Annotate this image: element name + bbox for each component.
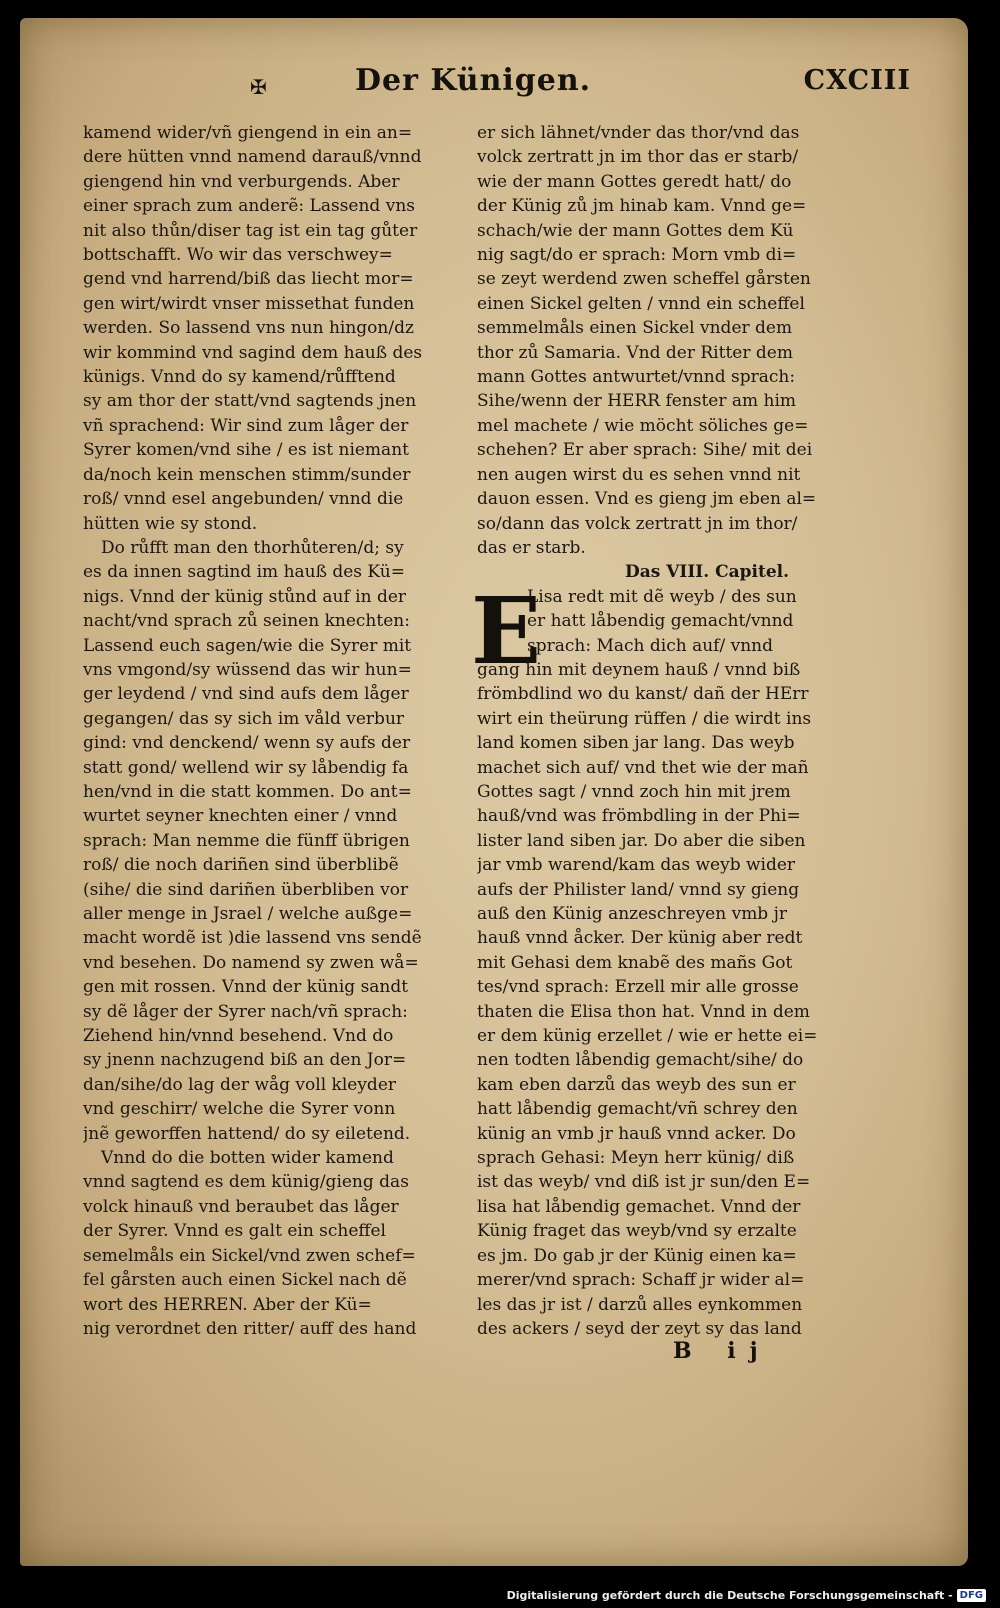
text-line: sprach Gehasi: Meyn herr künig/ diß [477,1148,795,1169]
text-line: nacht/vnd sprach zů seinen knechten: [83,611,410,632]
text-line: merer/vnd sprach: Schaff jr wider al= [477,1270,805,1291]
text-line: Syrer komen/vnd sihe / es ist niemant [83,440,409,461]
text-line: Lassend euch sagen/wie die Syrer mit [83,635,412,656]
text-line: es jm. Do gab jr der Künig einen ka= [477,1245,797,1266]
text-line: sprach: Mach dich auf/ vnnd [527,635,773,656]
text-line: es da innen sagtind im hauß des Kü= [83,562,405,583]
text-line: thor zů Samaria. Vnd der Ritter dem [477,342,793,363]
paper-sheet [20,18,968,1566]
text-line: semelmåls ein Sickel/vnd zwen schef= [83,1245,416,1266]
text-line: lisa hat låbendig gemachet. Vnnd der [477,1196,801,1217]
text-line: vnnd sagtend es dem künig/gieng das [83,1172,409,1193]
text-line: Gottes sagt / vnnd zoch hin mit jrem [477,781,791,802]
text-line: einer sprach zum anderẽ: Lassend vns [83,196,415,217]
text-line: wirt ein theürung rüffen / die wirdt ins [477,708,812,729]
text-line: nen augen wirst du es sehen vnnd nit [477,464,801,485]
text-line: gind: vnd denckend/ wenn sy aufs der [83,733,411,754]
text-line: (sihe/ die sind dariñen überbliben vor [83,879,409,900]
text-line: nit also thůn/diser tag ist ein tag gůter [83,220,418,241]
text-line: das er starb. [477,537,586,558]
text-line: gen mit rossen. Vnnd der künig sandt [83,977,409,998]
text-line: Vnnd do die botten wider kamend [101,1148,394,1169]
running-head: Der Künigen. [355,63,592,98]
text-line: gen wirt/wirdt vnser missethat funden [83,293,415,314]
text-line: machet sich auf/ vnd thet wie der mañ [477,757,809,778]
dfg-logo: DFG [957,1589,986,1602]
right-column-bottom [477,658,867,1341]
text-line: auß den Künig anzeschreyen vmb jr [477,904,787,924]
text-line: nen todten låbendig gemacht/sihe/ do [477,1050,804,1071]
text-line: jnẽ geworffen hattend/ do sy eiletend. [83,1123,411,1144]
text-line: les das jr ist / darzů alles eynkommen [477,1294,803,1315]
text-line: bottschafft. Wo wir das verschwey= [83,245,393,266]
text-line: nig verordnet den ritter/ auff des hand [83,1318,417,1339]
text-line: Ziehend hin/vnnd besehend. Vnd do [83,1026,394,1047]
chapter-heading: Das VIII. Capitel. [624,562,790,583]
text-line: aller menge in Jsrael / welche außge= [83,904,413,924]
text-line: wie der mann Gottes geredt hatt/ do [477,171,792,192]
text-line: des ackers / seyd der zeyt sy das land [477,1318,802,1339]
text-line: schach/wie der mann Gottes dem Kü [477,220,794,241]
text-line: frömbdlind wo du kanst/ dañ der HErr [477,684,809,705]
text-line: vñ sprachend: Wir sind zum låger der [83,415,409,436]
text-line: wurtet seyner knechten einer / vnnd [83,806,398,827]
text-line: der Künig zů jm hinab kam. Vnnd ge= [477,196,807,217]
header-ornament: ✠ [250,75,267,99]
text-line: sy dẽ låger der Syrer nach/vñ sprach: [83,1001,408,1022]
text-line: roß/ vnnd esel angebunden/ vnnd die [83,489,404,510]
text-line: giengend hin vnd verburgends. Aber [83,171,400,192]
text-line: tes/vnd sprach: Erzell mir alle grosse [477,977,799,998]
text-line: lister land siben jar. Do aber die siben [477,830,806,851]
text-line: ger leydend / vnd sind aufs dem låger [83,684,409,705]
page-scan [12,8,972,1574]
text-line: Sihe/wenn der HERR fenster am him [477,391,797,412]
text-line: Lisa redt mit dẽ weyb / des sun [527,586,797,607]
text-line: mit Gehasi dem knabẽ des mañs Got [477,952,793,973]
text-line: nig sagt/do er sprach: Morn vmb di= [477,245,797,266]
text-line: aufs der Philister land/ vnnd sy gieng [477,879,800,900]
text-line: kam eben darzů das weyb des sun er [477,1074,796,1095]
page-header [65,61,923,111]
right-column [471,121,867,1341]
credit-text: Digitalisierung gefördert durch die Deutsche Forschungsgemeinschaft - [506,1589,953,1602]
text-line: land komen siben jar lang. Das weyb [477,733,795,754]
text-line: hatt låbendig gemacht/vñ schrey den [477,1099,798,1120]
text-line: kamend wider/vñ giengend in ein an= [83,123,413,143]
text-line: einen Sickel gelten / vnnd ein scheffel [477,293,805,314]
text-line: sy jnenn nachzugend biß an den Jor= [83,1050,407,1071]
text-line: Künig fraget das weyb/vnd sy erzalte [477,1221,797,1242]
text-line: gend vnd harrend/biß das liecht mor= [83,269,414,290]
signature-mark: B ij [673,1338,772,1364]
text-line: se zeyt werdend zwen scheffel gårsten [477,269,811,290]
text-line: nigs. Vnnd der künig stůnd auf in der [83,586,407,607]
text-line: statt gond/ wellend wir sy låbendig fa [83,757,409,778]
drop-capital: E [471,576,542,685]
text-line: mel machete / wie möcht söliches ge= [477,415,809,436]
text-line: hauß/vnd was frömbdling in der Phi= [477,806,801,827]
text-line: werden. So lassend vns nun hingon/dz [83,318,414,339]
left-column [83,121,468,1341]
text-line: vns vmgond/sy wüssend das wir hun= [83,659,412,680]
text-line: sy am thor der statt/vnd sagtends jnen [83,391,417,412]
text-line: so/dann das volck zertratt jn im thor/ [477,513,798,534]
text-line: hütten wie sy stond. [83,513,258,534]
right-column-top [477,121,867,560]
text-line: dere hütten vnnd namend darauß/vnnd [83,147,422,168]
text-line: schehen? Er aber sprach: Sihe/ mit dei [477,440,813,461]
text-line: vnd geschirr/ welche die Syrer vonn [83,1099,396,1120]
text-line: hen/vnd in die statt kommen. Do ant= [83,781,412,802]
text-line: roß/ die noch dariñen sind überblibẽ [83,855,399,876]
text-line: mann Gottes antwurtet/vnnd sprach: [477,367,796,388]
folio-number: CXCIII [803,65,911,96]
text-line: sprach: Man nemme die fünff übrigen [83,830,410,851]
text-line: der Syrer. Vnnd es galt ein scheffel [83,1221,386,1242]
text-line: ist das weyb/ vnd diß ist jr sun/den E= [477,1172,811,1193]
text-line: er sich lähnet/vnder das thor/vnd das [477,123,800,143]
text-line: wort des HERREN. Aber der Kü= [83,1294,372,1315]
text-line: macht wordẽ ist )die lassend vns sendẽ [83,928,422,949]
text-line: hauß vnnd åcker. Der künig aber redt [477,928,803,949]
text-line: dauon essen. Vnd es gieng jm eben al= [477,489,817,510]
text-line: da/noch kein menschen stimm/sunder [83,464,411,485]
text-line: gang hin mit deynem hauß / vnnd biß [477,659,801,680]
text-line: vnd besehen. Do namend sy zwen wå= [83,952,419,973]
text-line: fel gårsten auch einen Sickel nach dẽ [83,1270,407,1291]
text-line: künig an vmb jr hauß vnnd acker. Do [477,1123,796,1144]
text-line: er dem künig erzellet / wie er hette ei= [477,1026,818,1047]
text-line: jar vmb warend/kam das weyb wider [477,855,796,876]
text-line: semmelmåls einen Sickel vnder dem [477,318,793,339]
text-line: gegangen/ das sy sich im våld verbur [83,708,405,729]
digitization-credit [507,1589,986,1602]
text-line: volck zertratt jn im thor das er starb/ [477,147,799,168]
text-line: dan/sihe/do lag der wåg voll kleyder [83,1074,397,1095]
text-line: er hatt låbendig gemacht/vnnd [527,611,794,632]
text-line: künigs. Vnnd do sy kamend/růfftend [83,367,396,388]
text-line: Do růfft man den thorhůteren/d; sy [101,537,404,558]
text-line: volck hinauß vnd beraubet das låger [83,1196,399,1217]
text-line: wir kommind vnd sagind dem hauß des [83,342,423,363]
text-line: thaten die Elisa thon hat. Vnnd in dem [477,1001,810,1022]
